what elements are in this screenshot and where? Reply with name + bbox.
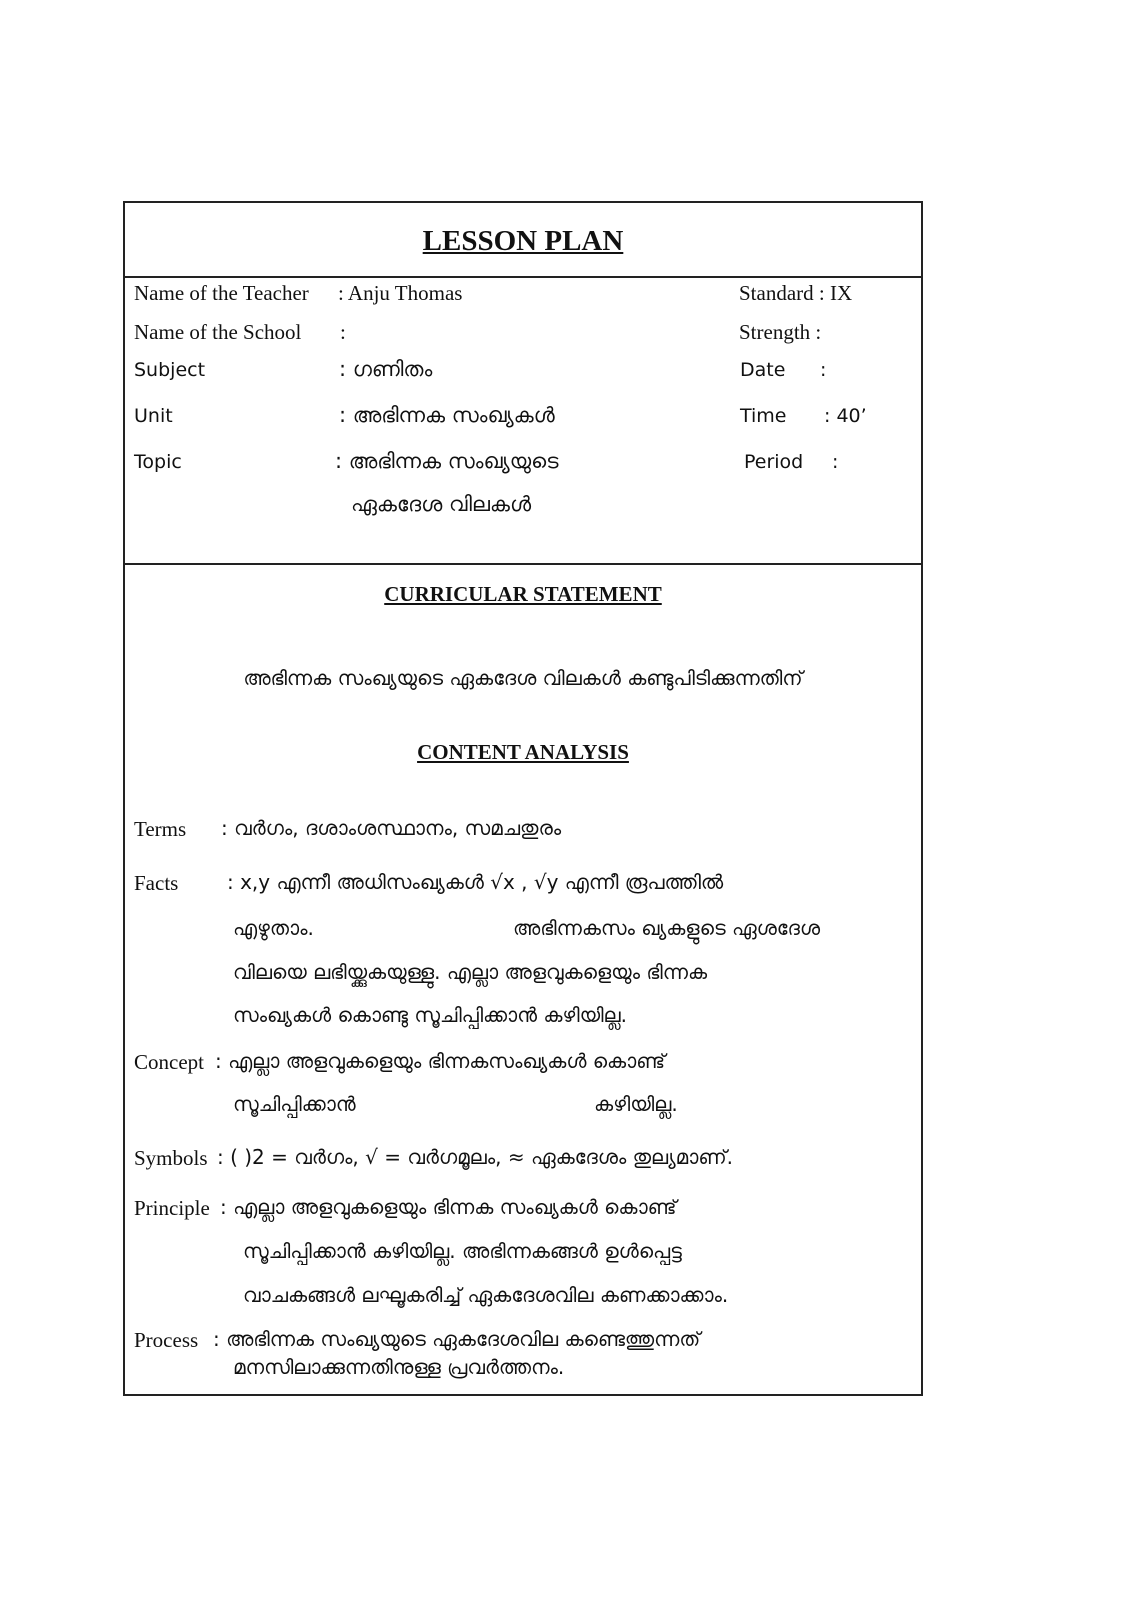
topic-value-line2: ഏകദേശ വിലകൾ xyxy=(351,492,532,516)
period-value: : xyxy=(832,451,839,473)
date-value: : xyxy=(820,359,827,381)
content-heading: CONTENT ANALYSIS xyxy=(417,740,629,764)
facts-label: Facts xyxy=(134,871,179,895)
process-label: Process xyxy=(134,1328,199,1352)
title-section xyxy=(125,203,921,278)
time-value: : 40’ xyxy=(824,405,867,427)
principle-label: Principle xyxy=(134,1196,210,1220)
teacher-value: : Anju Thomas xyxy=(338,281,463,305)
facts-line2a: എഴുതാം. xyxy=(233,916,314,940)
facts-line3: വിലയെ ലഭിയ്ക്കുകയുള്ളു. എല്ലാ അളവുകളെയും ഭിന്നക xyxy=(233,960,708,984)
facts-line2b: അഭിന്നകസം ഖ്യകളുടെ ഏശദേശ xyxy=(513,916,821,940)
terms-label: Terms xyxy=(134,817,187,841)
lesson-plan-sheet xyxy=(123,201,923,1396)
date-label: Date xyxy=(740,359,786,381)
page-title: LESSON PLAN xyxy=(422,225,624,257)
topic-label: Topic xyxy=(134,451,182,473)
concept-line2a: സൂചിപ്പിക്കാൻ xyxy=(233,1092,356,1116)
subject-value: : ഗണിതം xyxy=(339,357,433,381)
terms-value: : വർഗം, ദശാംശസ്ഥാനം, സമചതുരം xyxy=(221,816,562,840)
concept-line2b: കഴിയില്ല. xyxy=(594,1092,678,1116)
topic-value-line1: : അഭിന്നക സംഖ്യയുടെ xyxy=(335,449,559,473)
facts-line1: : x,y എന്നീ അധിസംഖ്യകൾ √x , √y എന്നീ രൂപത്തിൽ xyxy=(227,870,724,894)
symbols-label: Symbols xyxy=(134,1146,208,1170)
info-section xyxy=(125,278,921,565)
subject-label: Subject xyxy=(134,359,206,381)
principle-line3: വാചകങ്ങൾ ലഘൂകരിച്ച് ഏകദേശവില കണക്കാക്കാം. xyxy=(243,1283,729,1307)
period-label: Period xyxy=(744,451,804,473)
principle-line1: : എല്ലാ അളവുകളെയും ഭിന്നക സംഖ്യകൾ കൊണ്ട് xyxy=(220,1195,677,1219)
curricular-heading: CURRICULAR STATEMENT xyxy=(384,582,662,606)
process-line1: : അഭിന്നക സംഖ്യയുടെ ഏകദേശവില കണ്ടെത്തുന്നത് xyxy=(213,1327,701,1351)
time-label: Time xyxy=(740,405,787,427)
school-value: : xyxy=(340,320,346,344)
standard-field: Standard : IX xyxy=(739,281,853,305)
process-line2: മനസിലാക്കുന്നതിനുള്ള പ്രവർത്തനം. xyxy=(233,1355,565,1379)
facts-line4: സംഖ്യകൾ കൊണ്ടു സൂചിപ്പിക്കാൻ കഴിയില്ല. xyxy=(233,1003,628,1027)
symbols-value: : ( )2 = വർഗം, √ = വർഗമൂലം, ≈ ഏകദേശം തുല്യമാണ്. xyxy=(217,1145,734,1169)
unit-label: Unit xyxy=(134,405,173,427)
teacher-label: Name of the Teacher xyxy=(134,281,309,305)
school-label: Name of the School xyxy=(134,320,302,344)
principle-line2: സൂചിപ്പിക്കാൻ കഴിയില്ല. അഭിന്നകങ്ങൾ ഉൾപ്പെട്ട xyxy=(243,1239,682,1263)
concept-line1: : എല്ലാ അളവുകളെയും ഭിന്നകസംഖ്യകൾ കൊണ്ട് xyxy=(215,1049,666,1073)
curricular-statement: അഭിന്നക സംഖ്യയുടെ ഏകദേശ വിലകൾ കണ്ടുപിടിക്കുന്നതിന് xyxy=(243,666,803,690)
unit-value: : അഭിന്നക സംഖ്യകൾ xyxy=(339,403,555,427)
concept-label: Concept xyxy=(134,1050,204,1074)
strength-field: Strength : xyxy=(739,320,822,344)
